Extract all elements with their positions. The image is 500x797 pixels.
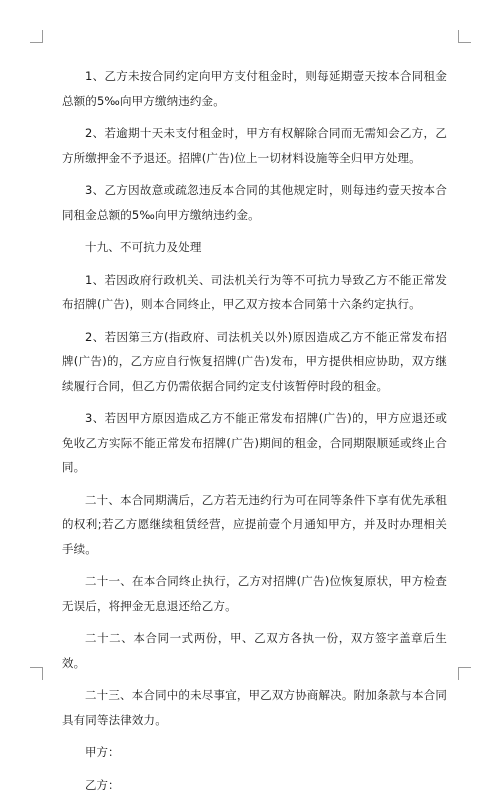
crop-mark-top-left <box>30 30 43 43</box>
crop-mark-top-right <box>458 30 471 43</box>
crop-mark-bottom-left <box>30 667 43 680</box>
signature-party-b: 乙方： <box>62 773 447 797</box>
document-body <box>62 64 447 797</box>
clause-paragraph: 二十一、在本合同终止执行，乙方对招牌(广告)位恢复原状，甲方检查无误后，将押金无息退还给乙方。 <box>62 569 447 618</box>
clause-paragraph: 二十三、本合同中的未尽事宜，甲乙双方协商解决。附加条款与本合同具有同等法律效力。 <box>62 683 447 732</box>
section-heading: 十九、不可抗力及处理 <box>62 235 447 260</box>
clause-paragraph: 2、若因第三方(指政府、司法机关以外)原因造成乙方不能正常发布招牌(广告)的，乙方应自行恢复招牌(广告)发布，甲方提供相应协助，双方继续履行合同，但乙方仍需依据合同约定支付该暂停时段的租金。 <box>62 325 447 399</box>
clause-paragraph: 3、乙方因故意或疏忽违反本合同的其他规定时，则每违约壹天按本合同租金总额的5‰向甲方缴纳违约金。 <box>62 178 447 227</box>
clause-paragraph: 1、若因政府行政机关、司法机关行为等不可抗力导致乙方不能正常发布招牌(广告)，则本合同终止，甲乙双方按本合同第十六条约定执行。 <box>62 268 447 317</box>
clause-paragraph: 二十、本合同期满后，乙方若无违约行为可在同等条件下享有优先承租的权利;若乙方愿继续租赁经营，应提前壹个月通知甲方，并及时办理相关手续。 <box>62 488 447 562</box>
clause-paragraph: 2、若逾期十天未支付租金时，甲方有权解除合同而无需知会乙方，乙方所缴押金不予退还。招牌(广告)位上一切材料设施等全归甲方处理。 <box>62 121 447 170</box>
clause-paragraph: 二十二、本合同一式两份，甲、乙双方各执一份，双方签字盖章后生效。 <box>62 626 447 675</box>
clause-paragraph: 3、若因甲方原因造成乙方不能正常发布招牌(广告)的，甲方应退还或免收乙方实际不能正常发布招牌(广告)期间的租金，合同期限顺延或终止合同。 <box>62 406 447 480</box>
signature-party-a: 甲方： <box>62 740 447 765</box>
clause-paragraph: 1、乙方未按合同约定向甲方支付租金时，则每延期壹天按本合同租金总额的5‰向甲方缴纳违约金。 <box>62 64 447 113</box>
crop-mark-bottom-right <box>458 667 471 680</box>
